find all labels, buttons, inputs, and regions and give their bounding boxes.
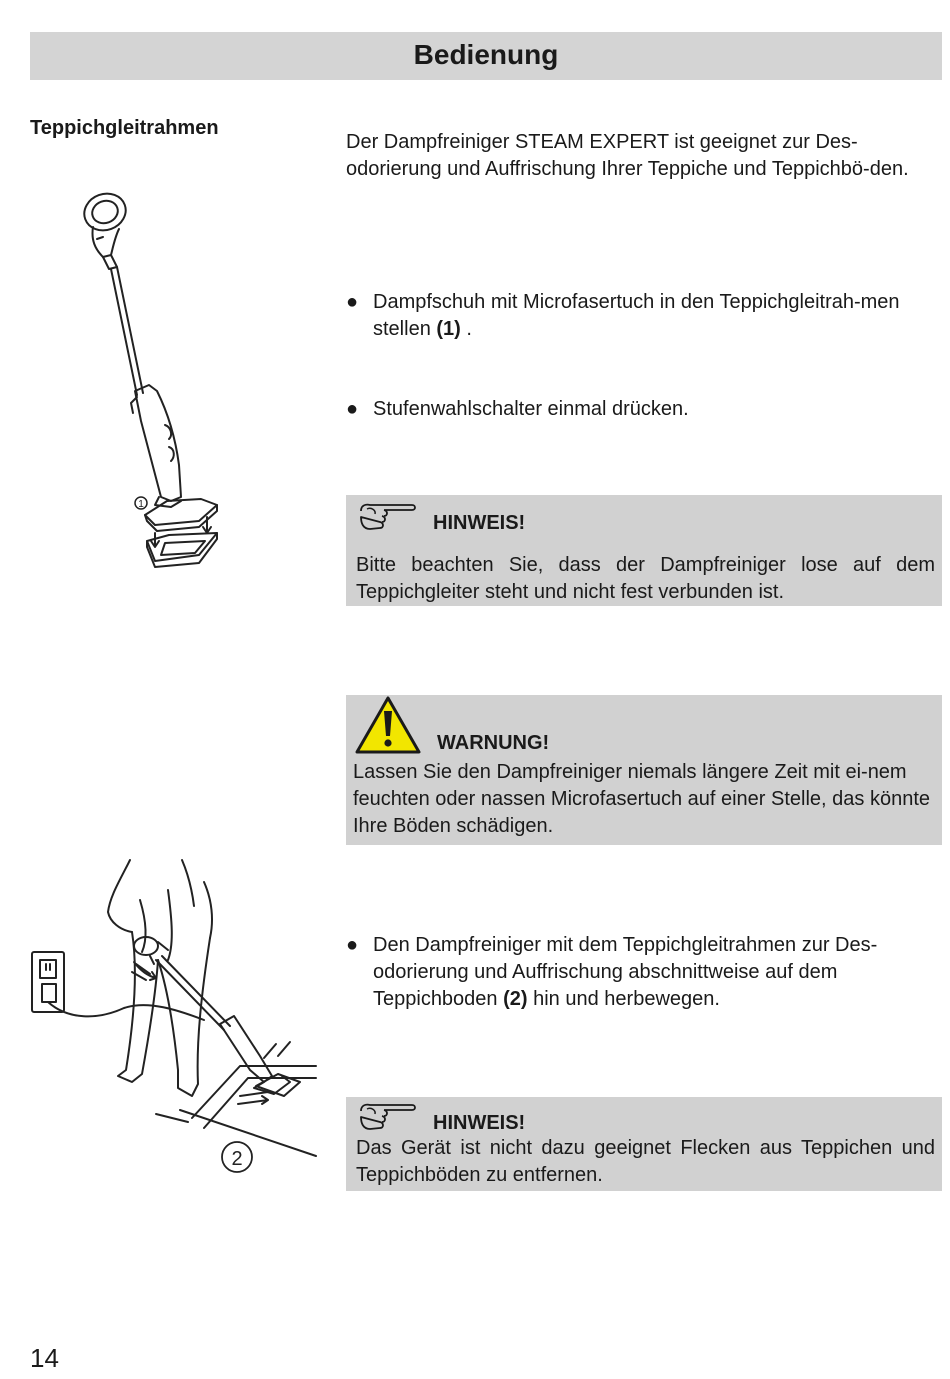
bullet-text	[373, 289, 940, 343]
svg-text:1: 1	[138, 499, 144, 510]
bullet-symbol: ●	[346, 934, 359, 956]
bullet-reference: (2)	[503, 988, 528, 1010]
bullet-symbol: ●	[346, 291, 359, 313]
bullet-symbol: ●	[346, 398, 359, 420]
intro-paragraph: Der Dampfreiniger STEAM EXPERT ist geeignet zur Des-odorierung und Auffrischung Ihrer Teppiche und Teppichbö-den.	[346, 131, 909, 180]
warning-box	[346, 695, 942, 845]
note-box	[346, 1097, 942, 1191]
page-title: Bedienung	[413, 39, 559, 70]
bullet-text-part: Stufenwahlschalter einmal drücken.	[373, 398, 689, 420]
bullet-text	[373, 396, 940, 423]
steam-mop-figure	[75, 185, 245, 575]
warning-triangle-icon	[354, 695, 422, 755]
note-label: HINWEIS!	[433, 512, 526, 534]
header-bar	[30, 32, 942, 80]
note-label: HINWEIS!	[433, 1112, 526, 1134]
warning-text: Lassen Sie den Dampfreiniger niemals längere Zeit mit ei-nem feuchten oder nassen Microfasertuch auf einer Stelle, das könnte Ihre Böden schädigen.	[353, 761, 931, 837]
section-title: Teppichgleitrahmen	[30, 117, 219, 139]
bullet-text-part: .	[460, 318, 472, 340]
list-item	[346, 396, 940, 423]
note-text: Bitte beachten Sie, dass der Dampfreiniger lose auf dem Teppichgleiter steht und nicht fest verbunden ist.	[356, 554, 935, 603]
bullet-text-part: hin und herbewegen.	[527, 988, 720, 1010]
list-item	[346, 289, 940, 343]
bullet-reference: (1)	[436, 318, 461, 340]
note-text: Das Gerät ist nicht dazu geeignet Flecken aus Teppichen und Teppichböden zu entfernen.	[356, 1137, 935, 1186]
page-number: 14	[30, 1343, 59, 1373]
list-item	[346, 932, 940, 1013]
bullet-text-part: Den Dampfreiniger mit dem Teppichgleitrahmen zur Des-odorierung und Auffrischung abschnittweise auf dem Teppichboden	[373, 934, 878, 1010]
note-box	[346, 495, 942, 606]
pointing-hand-icon	[358, 501, 416, 533]
bullet-text-part: Dampfschuh mit Microfasertuch in den Teppichgleitrah-men stellen	[373, 291, 900, 340]
bullet-text	[373, 932, 940, 1013]
pointing-hand-icon	[358, 1101, 416, 1133]
warning-label: WARNUNG!	[437, 732, 550, 754]
svg-text:2: 2	[231, 1148, 243, 1170]
person-mopping-figure	[28, 860, 318, 1185]
